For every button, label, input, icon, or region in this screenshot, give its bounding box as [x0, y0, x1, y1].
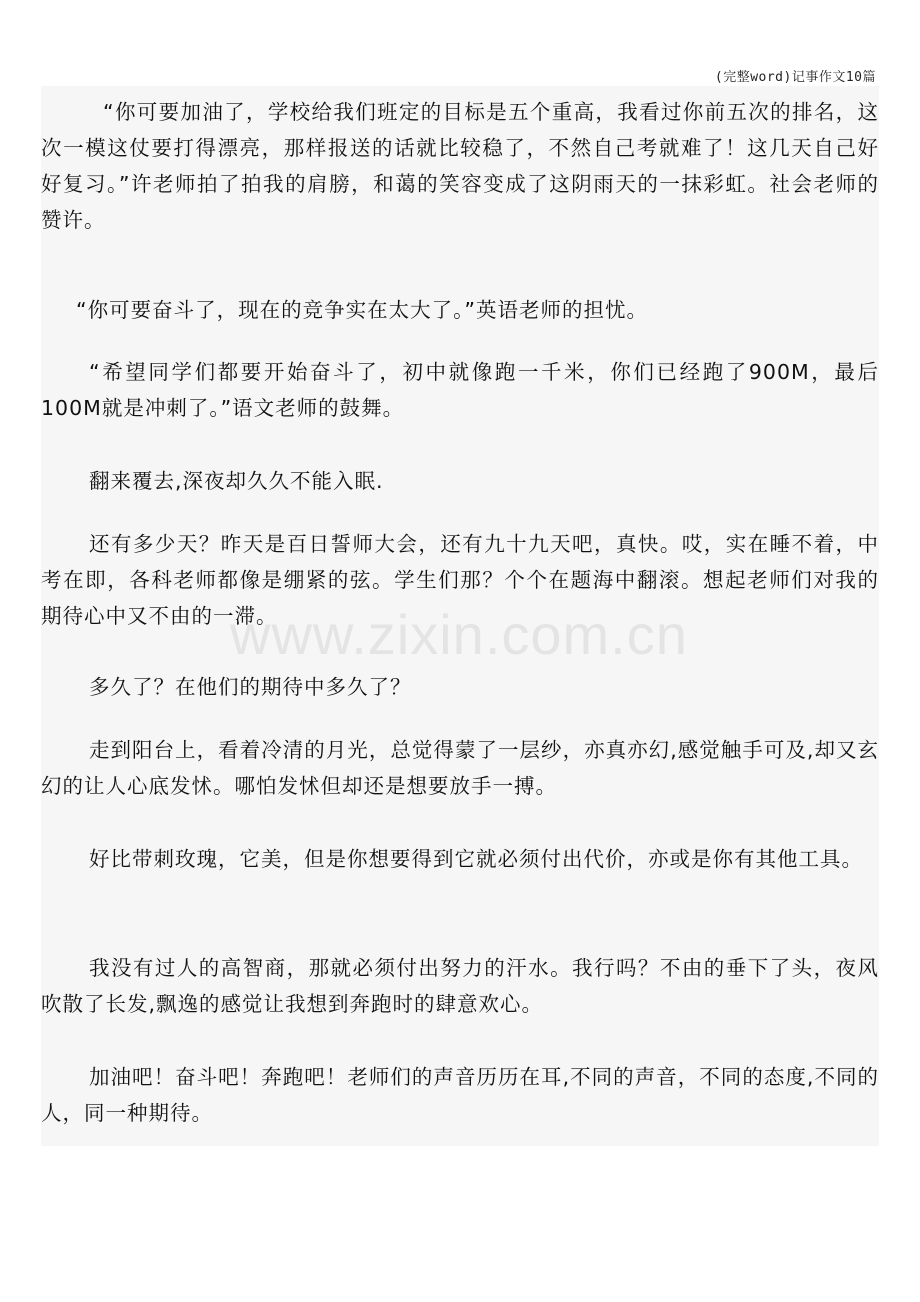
paragraph-9: 我没有过人的高智商，那就必须付出努力的汗水。我行吗？不由的垂下了头，夜风吹散了长发,飘逸的感觉让我想到奔跑时的肆意欢心。	[41, 956, 879, 1016]
paragraph-2: “你可要奋斗了，现在的竞争实在太大了。”英语老师的担忧。	[76, 298, 648, 322]
paragraph-4: 翻来覆去,深夜却久久不能入眠.	[89, 469, 384, 493]
paragraph-5: 还有多少天？昨天是百日誓师大会，还有九十九天吧，真快。哎，实在睡不着，中考在即，各科老师都像是绷紧的弦。学生们那？个个在题海中翻滚。想起老师们对我的期待心中又不由的一滞。	[41, 532, 879, 628]
paragraph-1: “你可要加油了，学校给我们班定的目标是五个重高，我看过你前五次的排名，这次一模这仗要打得漂亮，那样报送的话就比较稳了，不然自己考就难了！这几天自己好好复习。”许老师拍了拍我的肩膀，和蔼的笑容变成了这阴雨天的一抹彩虹。社会老师的赞许。	[41, 100, 879, 232]
paragraph-3: “希望同学们都要开始奋斗了，初中就像跑一千米，你们已经跑了900M，最后100M就是冲刺了。”语文老师的鼓舞。	[41, 360, 879, 420]
watermark: www.zixin.com.cn	[230, 603, 688, 666]
paragraph-8: 好比带刺玫瑰，它美，但是你想要得到它就必须付出代价，亦或是你有其他工具。	[89, 847, 863, 871]
paragraph-6: 多久了？在他们的期待中多久了？	[89, 675, 412, 699]
document-header: (完整word)记事作文10篇	[714, 70, 876, 85]
paragraph-7: 走到阳台上，看着冷清的月光，总觉得蒙了一层纱，亦真亦幻,感觉触手可及,却又玄幻的让人心底发怵。哪怕发怵但却还是想要放手一搏。	[41, 738, 879, 798]
paragraph-10: 加油吧！奋斗吧！奔跑吧！老师们的声音历历在耳,不同的声音，不同的态度,不同的人，同一种期待。	[41, 1065, 879, 1125]
